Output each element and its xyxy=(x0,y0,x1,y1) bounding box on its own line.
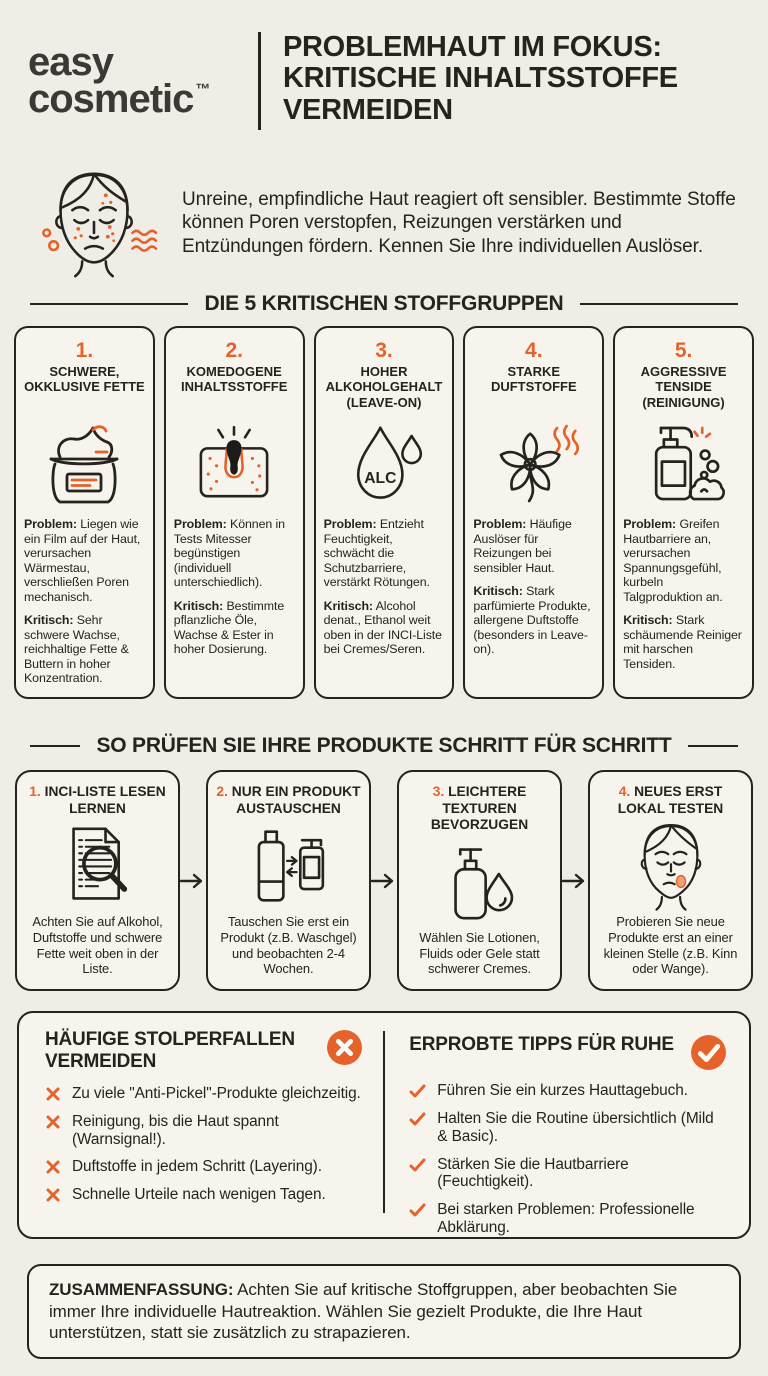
card-title: SCHWERE, OKKLUSIVE FETTE xyxy=(24,364,145,395)
card-schwere-fette xyxy=(14,326,155,699)
arrow-right-icon xyxy=(371,872,397,890)
alcohol-drop-icon xyxy=(338,411,430,517)
check-mark-icon xyxy=(409,1202,426,1218)
tip-item: Bei starken Problemen: Professionelle Abklärung. xyxy=(409,1201,727,1237)
steps-row xyxy=(15,770,753,991)
check-mark-icon xyxy=(409,1157,426,1173)
arrow-right-icon xyxy=(180,872,206,890)
tip-item: Führen Sie ein kurzes Hauttagebuch. xyxy=(409,1082,727,1100)
problem-skin-face-icon xyxy=(30,164,158,282)
card-title: STARKE DUFTSTOFFE xyxy=(490,364,577,395)
step-title: 2. NUR EIN PRODUKT AUSTAUSCHEN xyxy=(216,784,361,816)
light-texture-icon xyxy=(433,832,527,929)
pitfall-item: Duftstoffe in jedem Schritt (Layering). xyxy=(45,1158,363,1176)
heading-rule-left xyxy=(30,745,80,748)
card-tenside xyxy=(613,326,754,699)
step-text: Probieren Sie neue Produkte erst an einer kleinen Stelle (z.B. Kinn oder Wange). xyxy=(603,914,738,977)
cream-jar-icon xyxy=(34,411,134,517)
trademark-symbol: ™ xyxy=(195,80,211,98)
tips-column xyxy=(385,1029,749,1237)
card-number: 4. xyxy=(525,339,543,362)
heading-rule-right xyxy=(688,745,738,748)
x-mark-icon xyxy=(45,1187,61,1203)
x-circle-icon xyxy=(326,1029,363,1066)
steps-heading-row xyxy=(30,734,738,758)
logo-word-easy: easy xyxy=(28,40,113,84)
heading-rule-right xyxy=(580,303,738,306)
intro-text: Unreine, empfindliche Haut reagiert oft sensibler. Bestimmte Stoffe können Poren verstopfen, Reizungen verstärken und Entzündungen fördern. Kennen Sie Ihre individuellen Auslöser. xyxy=(182,189,736,257)
step-text: Achten Sie auf Alkohol, Duftstoffe und schwere Fette weit oben in der Liste. xyxy=(32,914,163,977)
patch-test-face-icon xyxy=(621,818,721,914)
card-komedogene xyxy=(164,326,305,699)
blackhead-pore-icon xyxy=(188,411,280,517)
x-mark-icon xyxy=(45,1159,61,1175)
pitfall-item: Schnelle Urteile nach wenigen Tagen. xyxy=(45,1186,363,1204)
logo-word-cosmetic: cosmetic ™ xyxy=(28,76,211,121)
card-number: 5. xyxy=(674,339,693,362)
page-title: PROBLEMHAUT IM FOKUS: KRITISCHE INHALTSSTOFFE VERMEIDEN xyxy=(283,31,678,126)
card-title: KOMEDOGENE INHALTSSTOFFE xyxy=(180,364,288,395)
tip-item: Stärken Sie die Hautbarriere (Feuchtigkeit). xyxy=(409,1156,727,1192)
fragrance-flower-icon xyxy=(486,411,582,517)
heading-rule-left xyxy=(30,303,188,306)
tips-list xyxy=(409,1082,727,1237)
step-text: Tauschen Sie erst ein Produkt (z.B. Waschgel) und beobachten 2-4 Wochen. xyxy=(220,914,357,977)
step-produkt-austauschen xyxy=(206,770,371,991)
brand-logo xyxy=(28,30,256,121)
check-circle-icon xyxy=(690,1034,727,1071)
step-lokal-testen xyxy=(588,770,753,991)
card-body: Problem: Greifen Hautbarriere an, verursachen Spannungsgefühl, kurbeln Talgproduktion an. Kritisch: Stark schäumende Reiniger mit harschen Tensiden. xyxy=(623,517,742,671)
card-number: 3. xyxy=(375,339,393,362)
steps-heading: SO PRÜFEN SIE IHRE PRODUKTE SCHRITT FÜR SCHRITT xyxy=(96,734,672,757)
card-body: Problem: Entzieht Feuchtigkeit, schwächt die Schutzbarriere, verstärkt Rötungen. Kritisch: Alcohol denat., Ethanol weit oben in der INCI-Liste bei Cremes/Seren. xyxy=(323,517,442,656)
card-duftstoffe xyxy=(463,326,604,699)
pitfall-item: Reinigung, bis die Haut spannt (Warnsignal!). xyxy=(45,1113,363,1149)
step-title: 3. LEICHTERE TEXTUREN BEVORZUGEN xyxy=(430,784,529,833)
card-title: AGGRESSIVE TENSIDE (REINIGUNG) xyxy=(640,364,727,410)
pitfalls-tips-box xyxy=(17,1011,751,1239)
step-text: Wählen Sie Lotionen, Fluids oder Gele statt schwerer Cremes. xyxy=(419,929,540,977)
header xyxy=(0,0,768,130)
x-mark-icon xyxy=(45,1086,61,1102)
card-body: Problem: Liegen wie ein Film auf der Haut, verursachen Wärmestau, verschließen Poren mechanisch. Kritisch: Sehr schwere Wachse, reichhaltige Fette & Buttern in hoher Konzentration. xyxy=(24,517,141,685)
card-alkohol xyxy=(314,326,455,699)
card-title: HOHER ALKOHOLGEHALT (LEAVE-ON) xyxy=(325,364,443,410)
groups-heading-row xyxy=(30,292,738,316)
step-title: 1. INCI-LISTE LESEN LERNEN xyxy=(29,784,166,816)
tip-item: Halten Sie die Routine übersichtlich (Mild & Basic). xyxy=(409,1110,727,1146)
pitfalls-heading: HÄUFIGE STOLPERFALLEN VERMEIDEN xyxy=(45,1029,295,1073)
arrow-right-icon xyxy=(562,872,588,890)
stoffgruppen-cards xyxy=(14,326,754,696)
step-title: 4. NEUES ERST LOKAL TESTEN xyxy=(617,784,724,816)
groups-heading: DIE 5 KRITISCHEN STOFFGRUPPEN xyxy=(204,292,564,315)
intro-section xyxy=(30,164,738,282)
pitfalls-list xyxy=(45,1085,363,1204)
card-body: Problem: Häufige Auslöser für Reizungen bei sensibler Haut. Kritisch: Stark parfümierte Produkte, allergene Duftstoffe (besonders in Leave-on). xyxy=(473,517,591,656)
summary-box xyxy=(27,1264,741,1359)
alc-label: ALC xyxy=(364,469,397,487)
pitfalls-heading-row xyxy=(45,1029,363,1074)
card-number: 1. xyxy=(75,339,94,362)
check-mark-icon xyxy=(409,1083,426,1099)
pitfall-item: Zu viele "Anti-Pickel"-Produkte gleichzeitig. xyxy=(45,1085,363,1103)
step-inci-liste xyxy=(15,770,180,991)
summary-text: ZUSAMMENFASSUNG: Achten Sie auf kritische Stoffgruppen, aber beobachten Sie immer Ihre individuelle Hautreaktion. Wählen Sie gezielt Produkte, die Ihre Haut unterstützen, statt sie zusätzlich zu strapazieren. xyxy=(49,1280,678,1343)
swap-products-icon xyxy=(242,818,336,914)
inci-list-magnifier-icon xyxy=(51,818,145,914)
step-leichtere-texturen xyxy=(397,770,562,991)
pitfalls-column xyxy=(19,1029,383,1221)
foaming-cleanser-icon xyxy=(636,411,732,517)
header-divider xyxy=(258,32,261,130)
check-mark-icon xyxy=(409,1111,426,1127)
card-number: 2. xyxy=(225,339,243,362)
card-body: Problem: Können in Tests Mitesser begünstigen (individuell unterschiedlich). Kritisch: Bestimmte pflanzliche Öle, Wachse & Ester in hoher Dosierung. xyxy=(173,517,285,656)
tips-heading-row xyxy=(409,1034,727,1071)
x-mark-icon xyxy=(45,1114,61,1130)
tips-heading: ERPROBTE TIPPS FÜR RUHE xyxy=(409,1034,674,1055)
